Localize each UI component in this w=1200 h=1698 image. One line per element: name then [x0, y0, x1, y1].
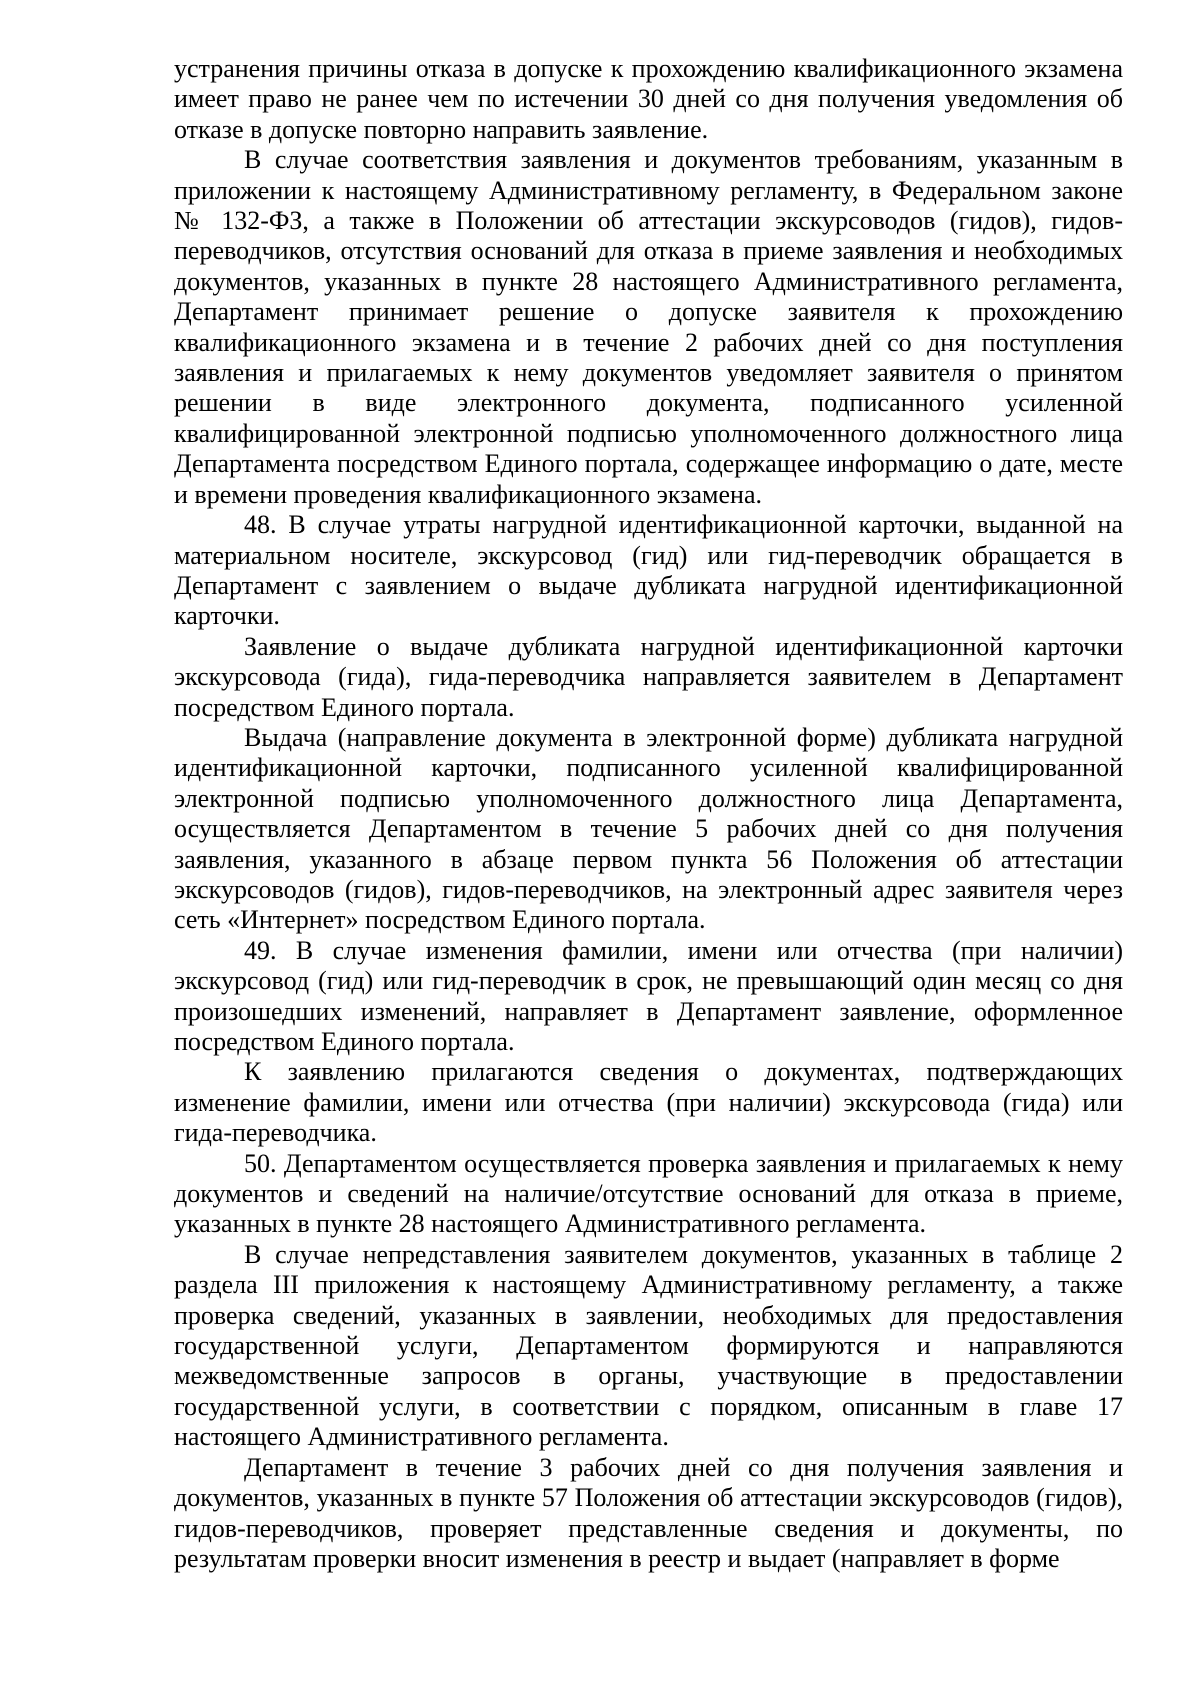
paragraph-9: В случае непредставления заявителем документов, указанных в таблице 2 раздела III приложения к настоящему Административному регламенту, а также проверка сведений, указанных в заявлении, необходимых для предоставления государственной услуги, Департаментом формируются и направляются межведомственные запросов в органы, участвующие в предоставлении государственной услуги, в соответствии с порядком, описанным в главе 17 настоящего Административного регламента. [174, 1239, 1123, 1452]
paragraph-6: 49. В случае изменения фамилии, имени или отчества (при наличии) экскурсовод (гид) или гид-переводчик в срок, не превышающий один месяц со дня произошедших изменений, направляет в Департамент заявление, оформленное посредством Единого портала. [174, 935, 1123, 1056]
paragraph-5: Выдача (направление документа в электронной форме) дубликата нагрудной идентификационной карточки, подписанного усиленной квалифицированной электронной подписью уполномоченного должностного лица Департамента, осуществляется Департаментом в течение 5 рабочих дней со дня получения заявления, указанного в абзаце первом пункта 56 Положения об аттестации экскурсоводов (гидов), гидов-переводчиков, на электронный адрес заявителя через сеть «Интернет» посредством Единого портала. [174, 722, 1123, 935]
paragraph-1: устранения причины отказа в допуске к прохождению квалификационного экзамена имеет право не ранее чем по истечении 30 дней со дня получения уведомления об отказе в допуске повторно направить заявление. [174, 54, 1123, 144]
paragraph-4: Заявление о выдаче дубликата нагрудной идентификационной карточки экскурсовода (гида), гида-переводчика направляется заявителем в Департамент посредством Единого портала. [174, 631, 1123, 722]
paragraph-2: В случае соответствия заявления и документов требованиям, указанным в приложении к настоящему Административному регламенту, в Федеральном законе № 132-ФЗ, а также в Положении об аттестации экскурсоводов (гидов), гидов-переводчиков, отсутствия оснований для отказа в приеме заявления и необходимых документов, указанных в пункте 28 настоящего Административного регламента, Департамент принимает решение о допуске заявителя к прохождению квалификационного экзамена и в течение 2 рабочих дней со дня поступления заявления и прилагаемых к нему документов уведомляет заявителя о принятом решении в виде электронного документа, подписанного усиленной квалифицированной электронной подписью уполномоченного должностного лица Департамента посредством Единого портала, содержащее информацию о дате, месте и времени проведения квалификационного экзамена. [174, 145, 1123, 509]
paragraph-10: Департамент в течение 3 рабочих дней со дня получения заявления и документов, указанных в пункте 57 Положения об аттестации экскурсоводов (гидов), гидов-переводчиков, проверяет представленные сведения и документы, по результатам проверки вносит изменения в реестр и выдает (направляет в форме [174, 1452, 1123, 1573]
paragraph-3: 48. В случае утраты нагрудной идентификационной карточки, выданной на материальном носителе, экскурсовод (гид) или гид-переводчик обращается в Департамент с заявлением о выдаче дубликата нагрудной идентификационной карточки. [174, 510, 1123, 631]
document-page [174, 54, 1123, 1574]
paragraph-7: К заявлению прилагаются сведения о документах, подтверждающих изменение фамилии, имени или отчества (при наличии) экскурсовода (гида) или гида-переводчика. [174, 1057, 1123, 1148]
paragraph-8: 50. Департаментом осуществляется проверка заявления и прилагаемых к нему документов и сведений на наличие/отсутствие оснований для отказа в приеме, указанных в пункте 28 настоящего Административного регламента. [174, 1148, 1123, 1239]
